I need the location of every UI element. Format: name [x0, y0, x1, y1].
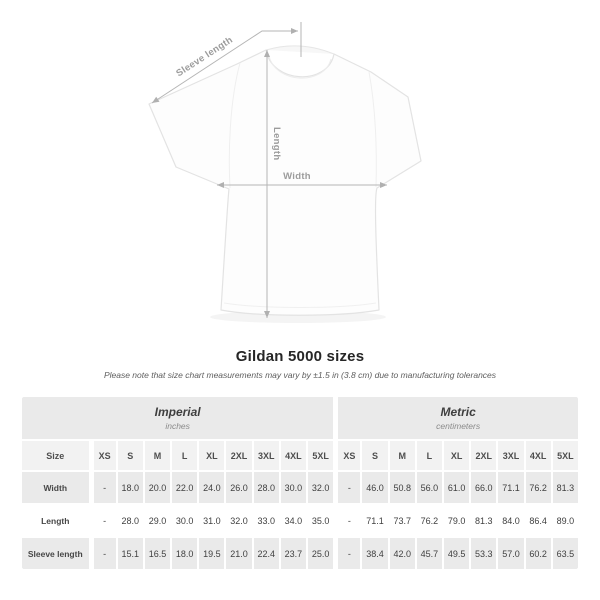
measurement-value: 63.5	[553, 538, 578, 569]
measurement-value: 73.7	[390, 505, 415, 536]
length-label: Length	[271, 127, 282, 161]
measurement-value: -	[335, 505, 360, 536]
measurement-value: 86.4	[526, 505, 551, 536]
size-header-cell: Size	[22, 441, 89, 470]
measurement-value: 22.4	[254, 538, 279, 569]
page-title: Gildan 5000 sizes	[235, 348, 365, 365]
size-col-header: 3XL	[498, 441, 523, 470]
width-label: Width	[283, 171, 311, 182]
table-row-length	[22, 505, 578, 536]
measurement-value: 79.0	[444, 505, 469, 536]
measurement-value: 23.7	[281, 538, 306, 569]
measurement-value: 24.0	[199, 472, 224, 503]
measurement-value: 33.0	[254, 505, 279, 536]
measurement-value: 22.0	[172, 472, 197, 503]
measurement-value: 30.0	[281, 472, 306, 503]
tshirt-collar-back	[266, 46, 334, 54]
measurement-value: 57.0	[498, 538, 523, 569]
size-col-header: L	[172, 441, 197, 470]
measurement-value: 66.0	[471, 472, 496, 503]
measurement-value: -	[91, 472, 116, 503]
metric-unit-label: centimeters	[436, 421, 481, 431]
measurement-value: 42.0	[390, 538, 415, 569]
measurement-value: 50.8	[390, 472, 415, 503]
imperial-group-header	[22, 397, 333, 439]
measurement-value: 32.0	[308, 472, 333, 503]
size-col-header: 5XL	[553, 441, 578, 470]
measurement-value: 25.0	[308, 538, 333, 569]
measurement-value: 45.7	[417, 538, 442, 569]
measurement-value: 32.0	[226, 505, 251, 536]
row-label: Sleeve length	[22, 538, 89, 569]
measurement-value: 71.1	[362, 505, 387, 536]
measurement-value: -	[91, 538, 116, 569]
measurement-value: -	[335, 538, 360, 569]
table-row-sleeve-length	[22, 538, 578, 569]
measurement-value: 29.0	[145, 505, 170, 536]
measurement-value: 16.5	[145, 538, 170, 569]
size-header-row	[22, 441, 578, 470]
measurement-value: 46.0	[362, 472, 387, 503]
measurement-value: 30.0	[172, 505, 197, 536]
size-table-container	[20, 395, 580, 571]
measurement-value: 61.0	[444, 472, 469, 503]
size-col-header: S	[118, 441, 143, 470]
measurement-value: -	[335, 472, 360, 503]
measurement-value: -	[91, 505, 116, 536]
size-col-header: M	[145, 441, 170, 470]
measurement-value: 19.5	[199, 538, 224, 569]
imperial-label: Imperial	[154, 405, 201, 419]
size-col-header: S	[362, 441, 387, 470]
measurement-value: 81.3	[471, 505, 496, 536]
metric-label: Metric	[440, 405, 476, 419]
measurement-value: 38.4	[362, 538, 387, 569]
measurement-value: 20.0	[145, 472, 170, 503]
size-col-header: M	[390, 441, 415, 470]
size-table	[20, 395, 580, 571]
row-label: Width	[22, 472, 89, 503]
size-col-header: XS	[335, 441, 360, 470]
size-col-header: XS	[91, 441, 116, 470]
sleeve-length-label: Sleeve length	[174, 34, 235, 80]
size-col-header: XL	[444, 441, 469, 470]
measurement-value: 26.0	[226, 472, 251, 503]
size-col-header: XL	[199, 441, 224, 470]
measurement-value: 35.0	[308, 505, 333, 536]
size-col-header: 2XL	[471, 441, 496, 470]
tolerance-note: Please note that size chart measurements may vary by ±1.5 in (3.8 cm) due to manufacturing tolerances	[103, 370, 497, 380]
measurement-value: 28.0	[118, 505, 143, 536]
size-col-header: 4XL	[526, 441, 551, 470]
size-col-header: 4XL	[281, 441, 306, 470]
measurement-value: 31.0	[199, 505, 224, 536]
measurement-value: 28.0	[254, 472, 279, 503]
size-col-header: 3XL	[254, 441, 279, 470]
table-row-width	[22, 472, 578, 503]
measurement-value: 18.0	[172, 538, 197, 569]
measurement-value: 76.2	[417, 505, 442, 536]
measurement-value: 49.5	[444, 538, 469, 569]
measurement-value: 84.0	[498, 505, 523, 536]
measurement-value: 81.3	[553, 472, 578, 503]
measurement-value: 76.2	[526, 472, 551, 503]
row-label: Length	[22, 505, 89, 536]
measurement-value: 21.0	[226, 538, 251, 569]
measurement-value: 34.0	[281, 505, 306, 536]
measurement-value: 53.3	[471, 538, 496, 569]
unit-group-row	[22, 397, 578, 439]
size-col-header: 2XL	[226, 441, 251, 470]
size-col-header: 5XL	[308, 441, 333, 470]
measurement-value: 18.0	[118, 472, 143, 503]
measurement-value: 89.0	[553, 505, 578, 536]
measurement-value: 56.0	[417, 472, 442, 503]
arrow-sleeve-collar	[291, 28, 298, 34]
measurement-value: 15.1	[118, 538, 143, 569]
imperial-unit-label: inches	[165, 421, 190, 431]
measurement-value: 71.1	[498, 472, 523, 503]
measurement-value: 60.2	[526, 538, 551, 569]
size-col-header: L	[417, 441, 442, 470]
metric-group-header	[335, 397, 578, 439]
